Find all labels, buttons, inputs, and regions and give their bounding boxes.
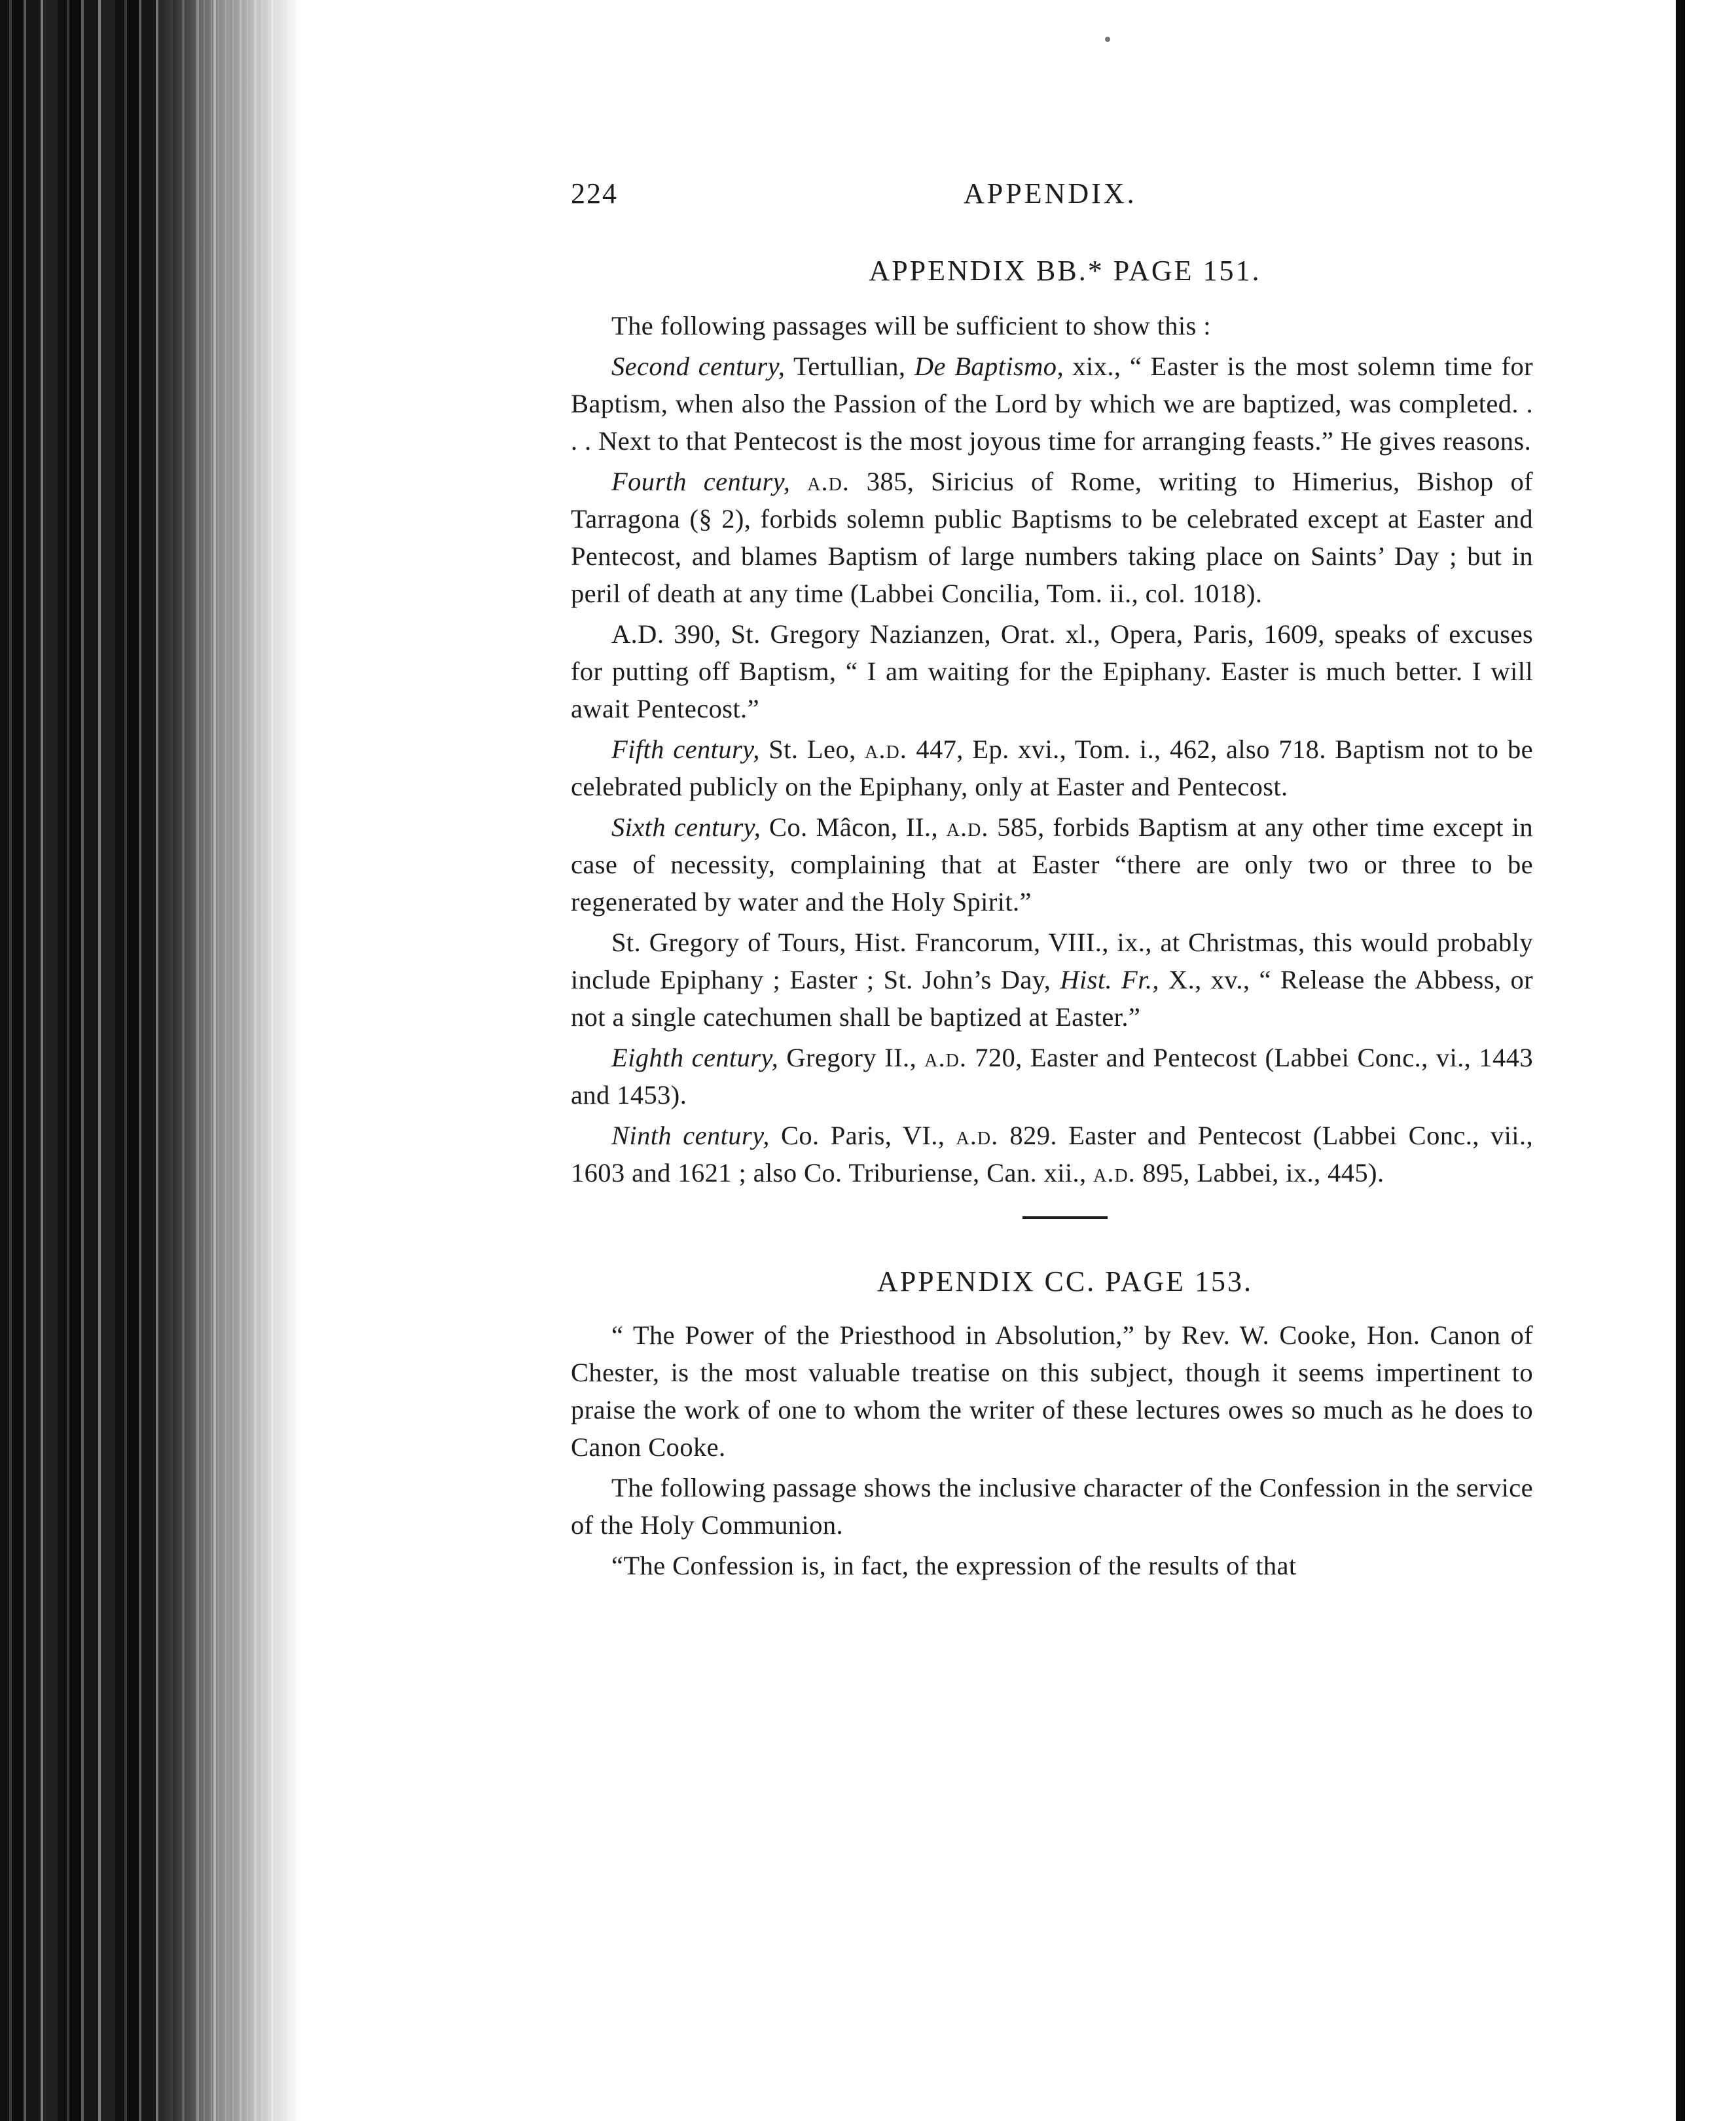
appendix-cc-body <box>571 1316 1533 1584</box>
spine-shadow <box>157 0 301 2121</box>
work-title: De Baptismo, <box>914 352 1064 381</box>
paragraph: “The Confession is, in fact, the expression of the results of that <box>611 1551 1297 1580</box>
paragraph: Fourth century, a.d. 385, Siricius of Rome, writing to Himerius, Bishop of Tarragona (§ 2), forbids solemn public Baptisms to be celebrated except at Easter and Pentecost, and blames Baptism of large numbers taking place on Saints’ Day ; but in peril of death at any time (Labbei Concilia, Tom. ii., col. 1018). <box>571 467 1533 608</box>
appendix-bb-body <box>571 307 1533 1191</box>
century-label: Second century, <box>611 352 786 381</box>
paragraph: St. Gregory of Tours, Hist. Francorum, VIII., ix., at Christmas, this would probably include Epiphany ; Easter ; St. John’s Day, Hist. Fr., X., xv., “ Release the Abbess, or not a single catechumen shall be baptized at Easter.” <box>571 928 1533 1032</box>
paragraph: Ninth century, Co. Paris, VI., a.d. 829. Easter and Pentecost (Labbei Conc., vii., 1603 and 1621 ; also Co. Triburiense, Can. xii., a.d. 895, Labbei, ix., 445). <box>571 1121 1533 1187</box>
section-divider <box>1022 1216 1108 1219</box>
running-title: APPENDIX. <box>964 177 1137 209</box>
century-label: Ninth century, <box>611 1121 770 1150</box>
running-head <box>571 177 1533 223</box>
paragraph: Sixth century, Co. Mâcon, II., a.d. 585, forbids Baptism at any other time except in case of necessity, complaining that at Easter “there are only two or three to be regenerated by water and the Holy Spirit.” <box>571 812 1533 916</box>
scan-speck <box>1105 37 1110 42</box>
paragraph: A.D. 390, St. Gregory Nazianzen, Orat. xl., Opera, Paris, 1609, speaks of excuses for putting off Baptism, “ I am waiting for the Epiphany. Easter is much better. I will await Pentecost.” <box>571 619 1533 723</box>
right-margin <box>1685 0 1736 2121</box>
century-label: Sixth century, <box>611 812 761 842</box>
century-label: Eighth century, <box>611 1043 779 1072</box>
paragraph: Eighth century, Gregory II., a.d. 720, Easter and Pentecost (Labbei Conc., vi., 1443 and 1453). <box>571 1043 1533 1110</box>
page-text <box>571 177 1533 1584</box>
paragraph: The following passages will be sufficient to show this : <box>611 311 1211 340</box>
paragraph: The following passage shows the inclusive character of the Confession in the service of the Holy Communion. <box>571 1473 1533 1540</box>
paragraph: Fifth century, St. Leo, a.d. 447, Ep. xvi., Tom. i., 462, also 718. Baptism not to be celebrated publicly on the Epiphany, only at Easter and Pentecost. <box>571 734 1533 801</box>
appendix-bb-heading: APPENDIX BB.* PAGE 151. <box>869 255 1261 287</box>
work-title: Hist. Fr., <box>1060 965 1159 994</box>
century-label: Fifth century, <box>611 734 760 764</box>
paragraph: Second century, Tertullian, De Baptismo, xix., “ Easter is the most solemn time for Baptism, when also the Passion of the Lord by which we are baptized, was completed. . . . Next to that Pentecost is the most joyous time for arranging feasts.” He gives reasons. <box>571 352 1533 456</box>
appendix-cc-heading: APPENDIX CC. PAGE 153. <box>877 1265 1254 1297</box>
century-label: Fourth century, <box>611 467 791 496</box>
right-page-edge <box>1676 0 1685 2121</box>
paragraph: “ The Power of the Priesthood in Absolution,” by Rev. W. Cooke, Hon. Canon of Chester, is the most valuable treatise on this subject, though it seems impertinent to praise the work of one to whom the writer of these lectures owes so much as he does to Canon Cooke. <box>571 1320 1533 1462</box>
page-number: 224 <box>571 177 618 209</box>
